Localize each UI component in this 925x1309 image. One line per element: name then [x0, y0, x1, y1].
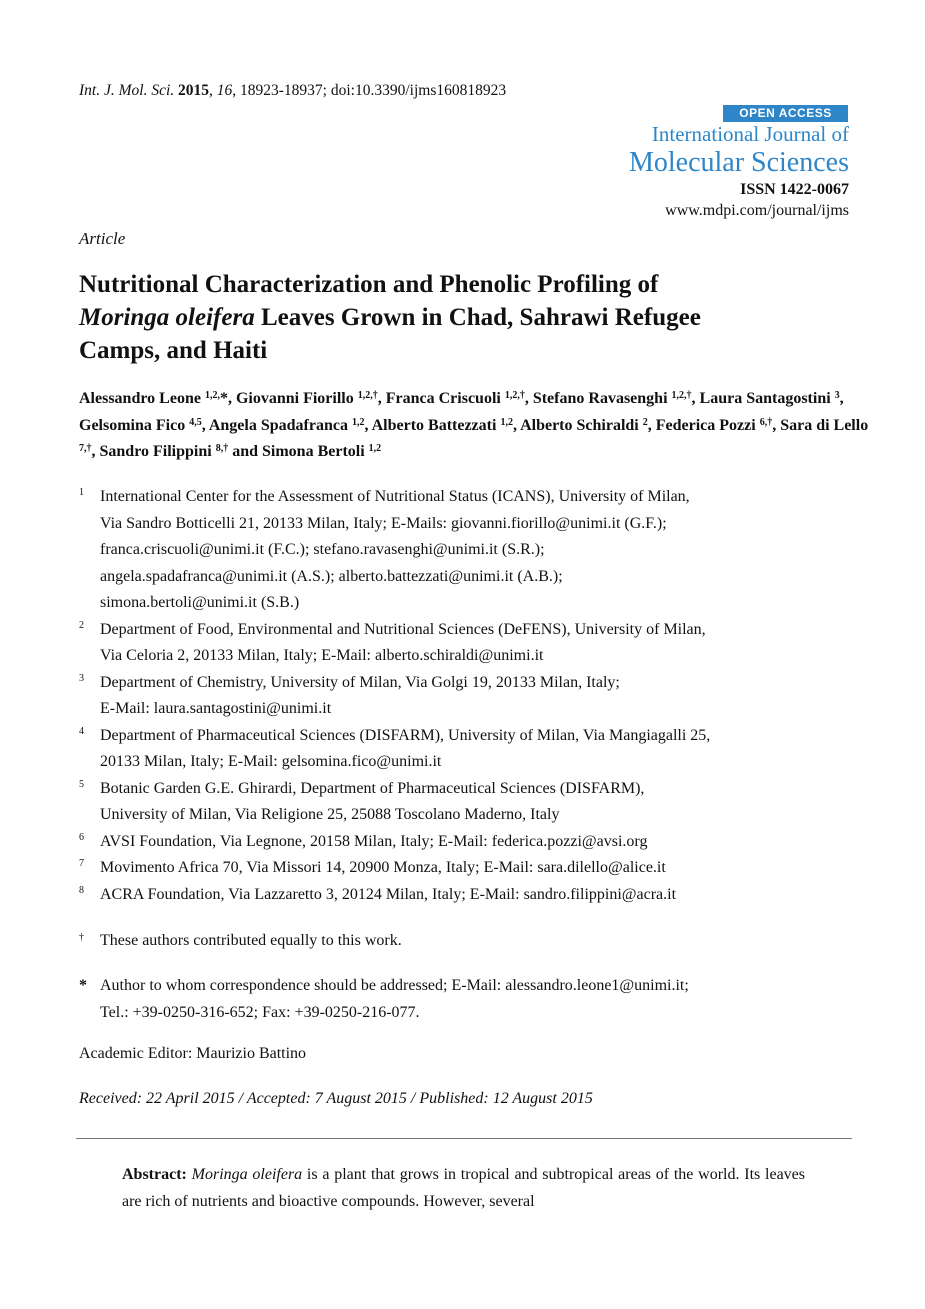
author-affiliation-sup: 7,†: [79, 443, 92, 454]
affiliation-line: Department of Pharmaceutical Sciences (DISFARM), University of Milan, Via Mangiagalli 25,: [100, 726, 711, 744]
author-separator: ,: [772, 416, 781, 434]
citation-year: 2015: [178, 82, 210, 99]
affiliation-line: Botanic Garden G.E. Ghirardi, Department of Pharmaceutical Sciences (DISFARM),: [100, 779, 645, 797]
affiliation-number: 3: [79, 672, 84, 684]
author: [656, 417, 780, 434]
author-name: Franca Criscuoli: [385, 390, 505, 407]
abstract-label: Abstract:: [122, 1166, 187, 1183]
affiliation-line: simona.bertoli@unimi.it (S.B.): [100, 594, 300, 611]
author-name: Giovanni Fiorillo: [235, 390, 358, 407]
author-separator: ,: [201, 416, 209, 434]
title-line-2-rest: Leaves Grown in Chad, Sahrawi Refugee: [254, 304, 701, 331]
author: [262, 443, 381, 460]
title-line-1: Nutritional Characterization and Phenolic Profiling of: [79, 271, 659, 298]
author-affiliation-sup: 1,2: [368, 443, 382, 454]
author: [700, 390, 844, 407]
affiliation-number: 4: [79, 725, 84, 737]
author-affiliation-sup: 1,2: [351, 416, 365, 428]
author-name: Sara di Lello: [780, 416, 869, 434]
paper-title: [79, 268, 859, 367]
affiliation-line: University of Milan, Via Religione 25, 25088 Toscolano Maderno, Italy: [100, 806, 560, 823]
affiliation-list: [79, 484, 869, 908]
publication-dates: Received: 22 April 2015 / Accepted: 7 August 2015 / Published: 12 August 2015: [79, 1090, 593, 1107]
author-name: Sandro Filippini: [99, 443, 216, 460]
author-name: Angela Spadafranca: [208, 416, 352, 434]
journal-name: Molecular Sciences: [628, 147, 849, 178]
author-affiliation-sup: 1,2,†: [504, 390, 525, 401]
author: [79, 390, 236, 407]
author-name: Alberto Battezzati: [371, 416, 501, 434]
title-line-2: [79, 301, 859, 334]
equal-contribution-note: [79, 928, 869, 955]
affiliation: [79, 484, 869, 617]
author-separator: ,: [691, 390, 700, 407]
affiliation-line: ACRA Foundation, Via Lazzaretto 3, 20124 Milan, Italy; E-Mail: sandro.filippini@acra.it: [100, 885, 677, 903]
affiliation-number: 7: [79, 858, 84, 869]
author-affiliation-sup: 8,†: [215, 443, 229, 454]
author-affiliation-sup: 1,2,†: [357, 390, 378, 401]
author-separator: ,: [91, 443, 100, 460]
asterisk-mark: *: [79, 977, 87, 994]
author-separator: ,: [364, 416, 372, 434]
section-divider: [76, 1138, 852, 1139]
affiliation-number: 8: [79, 884, 84, 896]
author-separator: ,: [377, 390, 386, 407]
author-affiliation-sup: 6,†: [759, 416, 773, 428]
author-affiliation-sup: 1,2: [500, 416, 513, 428]
affiliation-line: E-Mail: laura.santagostini@unimi.it: [100, 700, 332, 717]
affiliation: [79, 855, 869, 882]
author-name: Gelsomina Fico: [79, 416, 190, 434]
affiliation: [79, 882, 869, 909]
author-separator: ,: [839, 390, 844, 407]
author-affiliation-sup: 1,2,†: [671, 390, 692, 401]
affiliation-number: 6: [79, 831, 84, 843]
author-affiliation-sup: 3: [834, 390, 840, 401]
author-name: Alberto Schiraldi: [520, 416, 643, 434]
journal-url[interactable]: www.mdpi.com/journal/ijms: [665, 202, 849, 219]
author-affiliation-sup: 2: [642, 416, 648, 428]
author-separator: *,: [219, 390, 236, 407]
author: [209, 417, 372, 434]
affiliation-line: Department of Chemistry, University of Milan, Via Golgi 19, 20133 Milan, Italy;: [100, 673, 620, 691]
citation-volume: 16: [216, 82, 233, 99]
title-species: Moringa oleifera: [79, 304, 255, 331]
affiliation: [79, 617, 869, 670]
affiliation-line: Via Sandro Botticelli 21, 20133 Milan, Italy; E-Mails: giovanni.fiorillo@unimi.it (G.F.);: [100, 514, 667, 532]
author-name: Stefano Ravasenghi: [532, 390, 672, 407]
affiliation-number: 2: [79, 619, 84, 631]
affiliation-line: International Center for the Assessment of Nutritional Status (ICANS), University of Milan,: [100, 488, 690, 505]
author: [372, 417, 520, 434]
author: [100, 443, 263, 460]
author-name: Alessandro Leone: [79, 390, 205, 407]
author: [236, 390, 386, 407]
affiliation: [79, 776, 869, 829]
author-separator: ,: [524, 390, 533, 407]
academic-editor: Academic Editor: Maurizio Battino: [79, 1045, 307, 1062]
author-name: Laura Santagostini: [699, 390, 835, 407]
author-list: [79, 386, 869, 466]
affiliation-line: Department of Food, Environmental and Nutritional Sciences (DeFENS), University of Milan,: [100, 620, 706, 638]
journal-prefix: International Journal of: [651, 122, 849, 146]
author-name: Simona Bertoli: [262, 443, 369, 460]
author: [533, 390, 700, 407]
dagger-mark: †: [79, 932, 84, 943]
journal-abbrev: Int. J. Mol. Sci.: [79, 82, 175, 99]
author-separator: ,: [512, 416, 521, 434]
author-separator: ,: [647, 416, 656, 434]
affiliation-line: franca.criscuoli@unimi.it (F.C.); stefano.ravasenghi@unimi.it (S.R.);: [100, 541, 545, 558]
citation-line: Int. J. Mol. Sci. 2015, 16, 18923-18937; doi:10.3390/ijms160818923: [79, 82, 507, 99]
affiliation: [79, 829, 869, 856]
issn: ISSN 1422-0067: [740, 181, 849, 198]
author-separator: and: [228, 443, 262, 460]
affiliation-line: AVSI Foundation, Via Legnone, 20158 Milan, Italy; E-Mail: federica.pozzi@avsi.org: [100, 832, 648, 850]
author: [386, 390, 533, 407]
dagger-text: These authors contributed equally to this work.: [100, 932, 402, 949]
open-access-badge: OPEN ACCESS: [723, 105, 848, 122]
author-affiliation-sup: 1,2,: [204, 390, 220, 401]
affiliation: [79, 670, 869, 723]
author-affiliation-sup: 4,5: [189, 416, 202, 428]
correspondence-line-2: Tel.: +39-0250-316-652; Fax: +39-0250-216-077.: [100, 1003, 420, 1021]
citation-pages-doi: , 18923-18937; doi:10.3390/ijms160818923: [232, 82, 507, 99]
correspondence-line-1: Author to whom correspondence should be addressed; E-Mail: alessandro.leone1@unimi.it;: [100, 977, 689, 994]
affiliation: [79, 723, 869, 776]
affiliation-line: Via Celoria 2, 20133 Milan, Italy; E-Mail: alberto.schiraldi@unimi.it: [100, 647, 544, 664]
author-name: Federica Pozzi: [655, 416, 760, 434]
abstract-species: Moringa oleifera: [191, 1166, 303, 1183]
affiliation-number: 1: [79, 487, 84, 498]
affiliation-line: 20133 Milan, Italy; E-Mail: gelsomina.fico@unimi.it: [100, 753, 442, 770]
correspondence-note: [79, 973, 869, 1026]
author: [79, 417, 209, 434]
abstract: [122, 1162, 805, 1215]
affiliation-line: angela.spadafranca@unimi.it (A.S.); alberto.battezzati@unimi.it (A.B.);: [100, 567, 563, 585]
title-line-3: Camps, and Haiti: [79, 337, 268, 364]
affiliation-line: Movimento Africa 70, Via Missori 14, 20900 Monza, Italy; E-Mail: sara.dilello@alice.it: [100, 859, 666, 876]
author: [520, 417, 656, 434]
abstract-text: is a plant that grows in tropical and subtropical areas of the world. Its leaves are rich of nutrients and bioactive compounds. However, several: [122, 1166, 806, 1210]
affiliation-number: 5: [79, 778, 84, 790]
article-type: Article: [79, 229, 126, 248]
